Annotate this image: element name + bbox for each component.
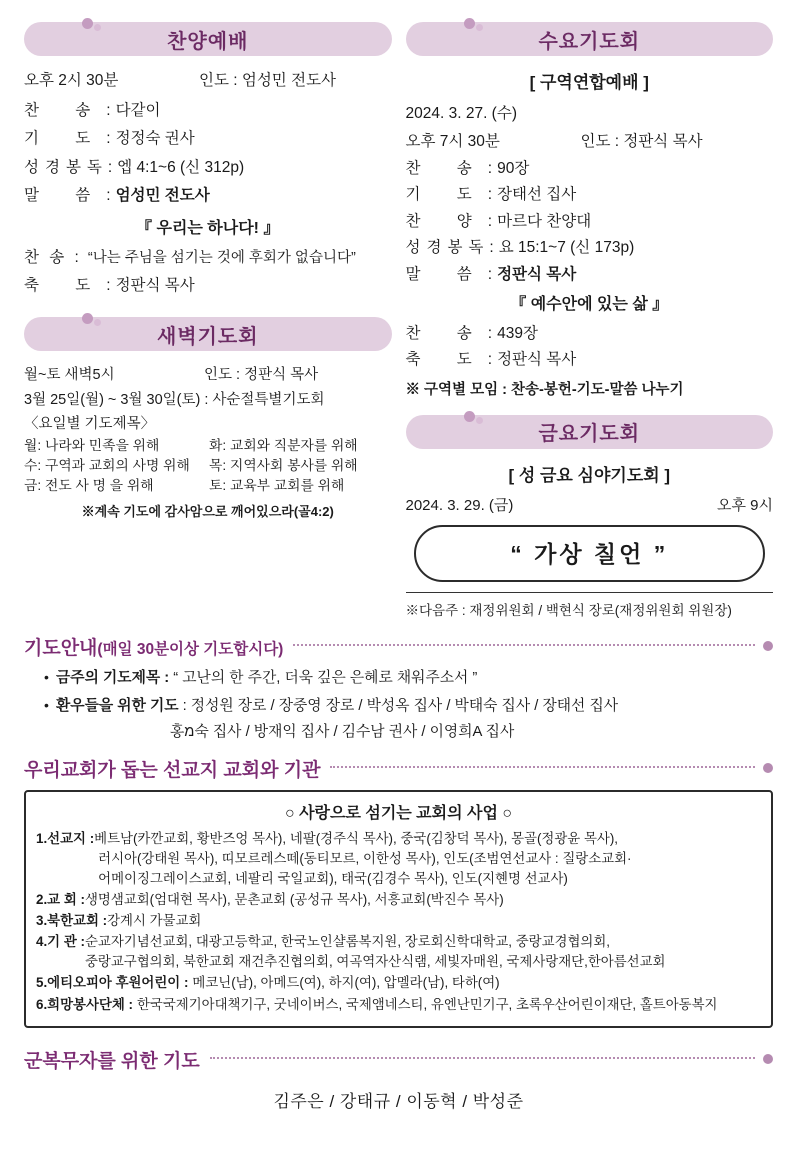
mission-row-key: 6.희망봉사단체 :: [36, 996, 133, 1012]
praise-row-scripture: [24, 158, 392, 177]
praise-benediction-value: 정판식 목사: [115, 276, 195, 294]
wednesday-row-choir: [406, 212, 774, 231]
colon: :: [487, 186, 493, 204]
mission-header: [0, 755, 797, 782]
praise-row-prayer-value: 정정숙 권사: [115, 130, 195, 148]
wednesday-row-sermon-label: 말 씀: [405, 265, 488, 283]
prayer-guide-header: [0, 633, 797, 660]
wednesday-row-sermon-value: 정판식 목사: [497, 265, 577, 283]
mission-row-value: 생명샘교회(엄대현 목사), 문촌교회 (공성규 목사), 서흥교회(박진수 목사): [84, 891, 504, 907]
praise-row-hymn-value: 다같이: [115, 102, 161, 119]
wednesday-date: 2024. 3. 27. (수): [405, 105, 517, 122]
mission-row-value: [94, 829, 761, 889]
column-right: [406, 22, 774, 619]
mission-line: 베트남(카깐교회, 황반즈엉 목사), 네팔(경주식 목사), 중국(김창덕 목사), 몽골(정광윤 목사),: [94, 830, 618, 846]
dawn-topic-tue: 화: 교회와 직분자를 위해: [209, 438, 358, 454]
dot-end-icon: [763, 1054, 773, 1064]
mission-row-churches: [36, 890, 761, 910]
military-header: [0, 1046, 797, 1073]
friday-prayer-pill: [406, 415, 774, 449]
military-title: 군복무자를 위한 기도: [24, 1050, 200, 1072]
wednesday-closing-hymn-label: 찬 송: [405, 324, 488, 342]
praise-row-sermon: [24, 186, 392, 205]
wednesday-row-choir-label: 찬 양: [405, 212, 488, 230]
military-names: 김주은 / 강태규 / 이동혁 / 박성준: [273, 1091, 524, 1111]
wednesday-leader: 인도 : 정판식 목사: [580, 133, 703, 150]
decorative-dot-icon: [464, 411, 475, 422]
mission-line: 어메이징그레이스교회, 네팔리 국일교회), 태국(김경수 목사), 인도(지혠명 선교사): [98, 870, 568, 886]
wednesday-row-hymn-value: 90장: [497, 160, 530, 177]
colon: :: [106, 276, 111, 294]
dawn-footer-verse: ※계속 기도에 감사암으로 깨어있으라(골4:2): [81, 504, 334, 520]
friday-bracket-title: [ 성 금요 심야기도회 ]: [508, 465, 671, 485]
wednesday-bracket-title: [ 구역연합예배 ]: [529, 73, 649, 92]
wednesday-prayer-header: [406, 22, 774, 56]
sick-prayer-value: : 정성원 장로 / 장중영 장로 / 박성옥 집사 / 박태숙 집사 / 장태선 집사: [182, 697, 619, 714]
wednesday-row-prayer: [406, 185, 774, 204]
praise-row-hymn: [24, 101, 392, 120]
colon: :: [487, 351, 493, 369]
dawn-topic-row: [24, 476, 392, 496]
wednesday-row-scripture-value: 요 15:1~7 (신 173p): [498, 239, 635, 257]
dawn-topic-wed: 수: 구역과 교회의 사명 위해: [24, 458, 190, 474]
wednesday-benediction: [406, 350, 774, 369]
colon: :: [487, 324, 493, 342]
wednesday-note: ※ 구역별 모임 : 찬송-봉헌-기도-말씀 나누기: [405, 381, 684, 398]
colon: :: [489, 239, 494, 257]
praise-sermon-title: 『 우리는 하나다! 』: [136, 219, 280, 237]
dawn-topic-fri: 금: 전도 사 명 을 위해: [24, 478, 154, 494]
praise-row-scripture-value: 엡 4:1~6 (신 312p): [117, 158, 245, 176]
mission-row-ethiopia: [36, 973, 761, 993]
mission-row-value: 메코닌(남), 아메드(여), 하지(여), 압멜라(남), 타하(여): [192, 975, 500, 991]
mission-row-key: 1.선교지 :: [36, 830, 95, 846]
mission-line: 러시아(강태원 목사), 띠모르레스떼(동티모르, 이한성 목사), 인도(조범연선교사 : 질랑소교회·: [98, 850, 632, 866]
decorative-dot-small-icon: [476, 417, 483, 424]
dawn-time: 월~토 새벽5시: [24, 367, 115, 384]
praise-worship-pill: [24, 22, 392, 56]
mission-row-key: 2.교 회 :: [36, 891, 85, 907]
colon: :: [487, 265, 493, 283]
wednesday-row-choir-value: 마르다 찬양대: [497, 212, 592, 230]
sick-prayer-value-line2: 홍מ숙 집사 / 방재익 집사 / 김수남 권사 / 이영희A 집사: [170, 723, 515, 740]
dawn-prayer-header: [24, 317, 392, 351]
bullet-icon: •: [44, 668, 49, 685]
dawn-topic-mon: 월: 나라와 민족을 위해: [24, 438, 160, 454]
praise-closing-hymn-label: 찬 송 :: [24, 248, 82, 266]
dawn-prayer-pill: [24, 317, 392, 351]
list-item: [44, 694, 773, 715]
mission-row-northkorea: [36, 911, 761, 931]
wednesday-row-scripture-label: 성경봉독: [405, 239, 490, 257]
dawn-prayer-title: 새벽기도회: [156, 325, 259, 348]
wednesday-time-row: [406, 129, 774, 151]
wednesday-benediction-value: 정판식 목사: [497, 351, 577, 369]
column-left: [24, 22, 392, 619]
friday-next-week: ※다음주 : 재정위원회 / 백현식 장로(재정위원회 위원장): [405, 602, 732, 618]
bullet-icon: •: [44, 696, 49, 713]
mission-row-institutions: [36, 932, 761, 972]
prayer-guide-title: 기도안내: [24, 637, 98, 659]
prayer-topic-label: 금주의 기도제목 :: [56, 669, 170, 686]
colon: :: [487, 212, 493, 230]
dotted-rule: [330, 765, 755, 768]
wednesday-closing-hymn-value: 439장: [497, 324, 538, 342]
divider: [406, 592, 774, 593]
dawn-leader: 인도 : 정판식 목사: [204, 367, 319, 384]
sick-prayer-label: 환우들을 위한 기도: [56, 697, 179, 714]
prayer-guide-title-wrap: [24, 633, 283, 660]
praise-leader: 인도 : 엄성민 전도사: [199, 72, 337, 89]
friday-date-row: [406, 494, 774, 515]
praise-row-sermon-value: 엄성민 전도사: [115, 187, 210, 205]
praise-closing-hymn: [24, 248, 392, 267]
wednesday-prayer-title: 수요기도회: [538, 30, 641, 53]
friday-theme: “ 가상 칠언 ”: [414, 525, 766, 582]
mission-row-key: 5.에티오피아 후원어린이 :: [36, 975, 189, 991]
mission-row-missionfields: [36, 829, 761, 889]
mission-row-value: 한국국제기아대책기구, 굿네이버스, 국제앰네스티, 유엔난민기구, 초록우산어린이재단, 홀트아동복지: [136, 996, 718, 1012]
dawn-topic-grid: [24, 436, 392, 496]
decorative-dot-icon: [82, 313, 93, 324]
dawn-topic-row: [24, 436, 392, 456]
praise-worship-title: 찬양예배: [167, 30, 249, 53]
praise-benediction-label: 축 도: [24, 276, 107, 294]
friday-prayer-title: 금요기도회: [538, 423, 641, 446]
dawn-special-period: 3월 25일(월) ~ 3월 30일(토) : 사순절특별기도회: [24, 392, 325, 409]
praise-row-prayer: [24, 129, 392, 148]
decorative-dot-icon: [464, 18, 475, 29]
mission-row-key: 4.기 관 :: [36, 934, 85, 950]
praise-benediction: [24, 276, 392, 295]
colon: :: [107, 158, 113, 176]
praise-time-row: [24, 68, 392, 90]
mission-box: [24, 790, 773, 1028]
dawn-topic-sat: 토: 교육부 교회를 위해: [209, 478, 345, 494]
wednesday-row-sermon: [406, 265, 774, 284]
dotted-rule: [293, 643, 755, 646]
wednesday-closing-hymn: [406, 324, 774, 343]
wednesday-row-scripture: [406, 238, 774, 257]
mission-row-value: [85, 932, 761, 972]
dawn-topic-thu: 목: 지역사회 봉사를 위해: [209, 458, 358, 474]
wednesday-benediction-label: 축 도: [405, 351, 488, 369]
praise-worship-header: [24, 22, 392, 56]
decorative-dot-icon: [82, 18, 93, 29]
colon: :: [106, 130, 111, 148]
praise-row-prayer-label: 기 도: [24, 130, 107, 148]
colon: :: [106, 187, 111, 205]
colon: :: [106, 102, 111, 119]
mission-line: 순교자기념선교회, 대광고등학교, 한국노인샬롬복지원, 장로회신학대학교, 중랑교경협의회,: [84, 934, 610, 950]
friday-prayer-header: [406, 415, 774, 449]
wednesday-row-hymn-label: 찬 송: [405, 160, 488, 177]
mission-row-key: 3.북한교회 :: [36, 913, 108, 929]
decorative-dot-small-icon: [94, 24, 101, 31]
mission-row-volunteer: [36, 995, 761, 1015]
wednesday-time: 오후 7시 30분: [405, 133, 500, 150]
prayer-guide-subtitle: (매일 30분이상 기도합시다): [97, 640, 284, 658]
wednesday-prayer-pill: [406, 22, 774, 56]
dot-end-icon: [763, 641, 773, 651]
prayer-guide-list: [0, 660, 797, 741]
mission-row-value: 강계시 가물교회: [107, 913, 202, 929]
praise-row-sermon-label: 말 씀: [24, 187, 107, 205]
friday-date: 2024. 3. 29. (금): [405, 496, 514, 514]
wednesday-sermon-title: 『 예수안에 있는 삶 』: [510, 295, 669, 313]
mission-title: 우리교회가 돕는 선교지 교회와 기관: [24, 759, 321, 781]
wednesday-row-hymn: [406, 159, 774, 178]
prayer-topic-value: “ 고난의 한 주간, 더욱 깊은 은혜로 채워주소서 ”: [173, 669, 478, 686]
wednesday-row-prayer-value: 장태선 집사: [497, 186, 577, 204]
praise-row-scripture-label: 성경봉독: [24, 158, 108, 176]
dotted-rule: [210, 1056, 755, 1059]
decorative-dot-small-icon: [94, 319, 101, 326]
list-item: [44, 666, 773, 687]
wednesday-row-prayer-label: 기 도: [405, 186, 488, 204]
praise-time: 오후 2시 30분: [24, 72, 119, 89]
friday-time: 오후 9시: [717, 496, 773, 514]
praise-row-hymn-label: 찬 송: [24, 102, 107, 119]
dot-end-icon: [763, 763, 773, 773]
dawn-time-row: [24, 363, 392, 384]
dawn-topic-row: [24, 456, 392, 476]
dawn-topic-heading: 〈요일별 기도제목〉: [24, 416, 156, 433]
decorative-dot-small-icon: [476, 24, 483, 31]
mission-box-title: ○ 사랑으로 섬기는 교회의 사업 ○: [284, 804, 513, 822]
mission-line: 중랑교구협의회, 북한교회 재건추진협의회, 여곡역자산식램, 세빛자매원, 국제사랑재단,한아름선교회: [84, 954, 666, 970]
praise-closing-hymn-value: “나는 주님을 섬기는 것에 후회가 없습니다”: [87, 249, 356, 266]
colon: :: [487, 160, 493, 177]
